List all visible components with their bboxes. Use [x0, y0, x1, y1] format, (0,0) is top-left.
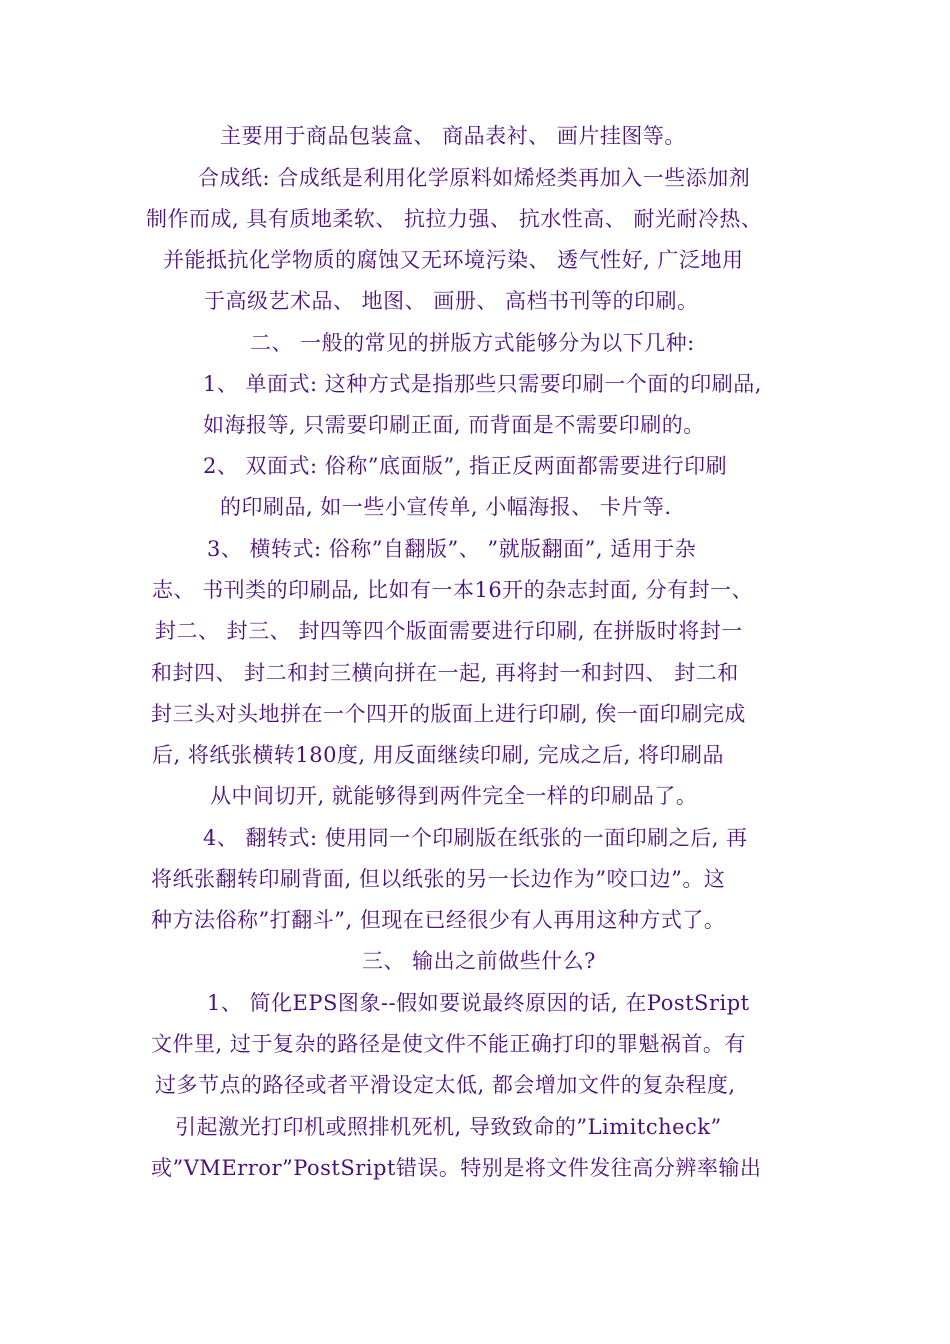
section-heading: 二、 一般的常见的拼版方式能够分为以下几种: [250, 331, 695, 355]
text-line: 合成纸: 合成纸是利用化学原料如烯烃类再加入一些添加剂 [198, 166, 751, 190]
text-line: 将纸张翻转印刷背面, 但以纸张的另一长边作为”咬口边”。这 [151, 867, 726, 891]
text-line: 制作而成, 具有质地柔软、 抗拉力强、 抗水性高、 耐光耐冷热、 [146, 207, 763, 231]
text-line: 的印刷品, 如一些小宣传单, 小幅海报、 卡片等. [220, 495, 672, 519]
text-line: 4、 翻转式: 使用同一个印刷版在纸张的一面印刷之后, 再 [203, 826, 748, 850]
text-line: 3、 横转式: 俗称”自翻版”、 ”就版翻面”, 适用于杂 [207, 537, 697, 561]
section-heading: 三、 输出之前做些什么? [362, 949, 596, 973]
text-line: 后, 将纸张横转180度, 用反面继续印刷, 完成之后, 将印刷品 [152, 743, 724, 767]
text-line: 和封四、 封二和封三横向拼在一起, 再将封一和封四、 封二和 [151, 661, 739, 685]
text-line: 1、 简化EPS图象--假如要说最终原因的话, 在PostSript [207, 991, 750, 1015]
text-line: 封三头对头地拼在一个四开的版面上进行印刷, 俟一面印刷完成 [151, 702, 746, 726]
text-line: 主要用于商品包装盒、 商品表衬、 画片挂图等。 [220, 124, 686, 148]
text-line: 从中间切开, 就能够得到两件完全一样的印刷品了。 [210, 784, 698, 808]
text-line: 封二、 封三、 封四等四个版面需要进行印刷, 在拼版时将封一 [155, 619, 743, 643]
text-line: 文件里, 过于复杂的路径是使文件不能正确打印的罪魁祸首。有 [151, 1032, 746, 1056]
text-line: 2、 双面式: 俗称”底面版”, 指正反两面都需要进行印刷 [203, 454, 728, 478]
text-line: 并能抵抗化学物质的腐蚀又无环境污染、 透气性好, 广泛地用 [163, 248, 744, 272]
text-line: 过多节点的路径或者平滑设定太低, 都会增加文件的复杂程度, [155, 1073, 736, 1097]
text-line: 于高级艺术品、 地图、 画册、 高档书刊等的印刷。 [204, 289, 699, 313]
text-line: 种方法俗称”打翻斗”, 但现在已经很少有人再用这种方式了。 [151, 908, 726, 932]
text-line: 如海报等, 只需要印刷正面, 而背面是不需要印刷的。 [203, 413, 705, 437]
text-line: 1、 单面式: 这种方式是指那些只需要印刷一个面的印刷品, [203, 372, 762, 396]
text-line: 志、 书刊类的印刷品, 比如有一本16开的杂志封面, 分有封一、 [152, 578, 754, 602]
text-line: 引起激光打印机或照排机死机, 导致致命的”Limitcheck” [175, 1115, 722, 1139]
text-line: 或”VMError”PostSript错误。特别是将文件发往高分辨率输出 [151, 1156, 762, 1180]
